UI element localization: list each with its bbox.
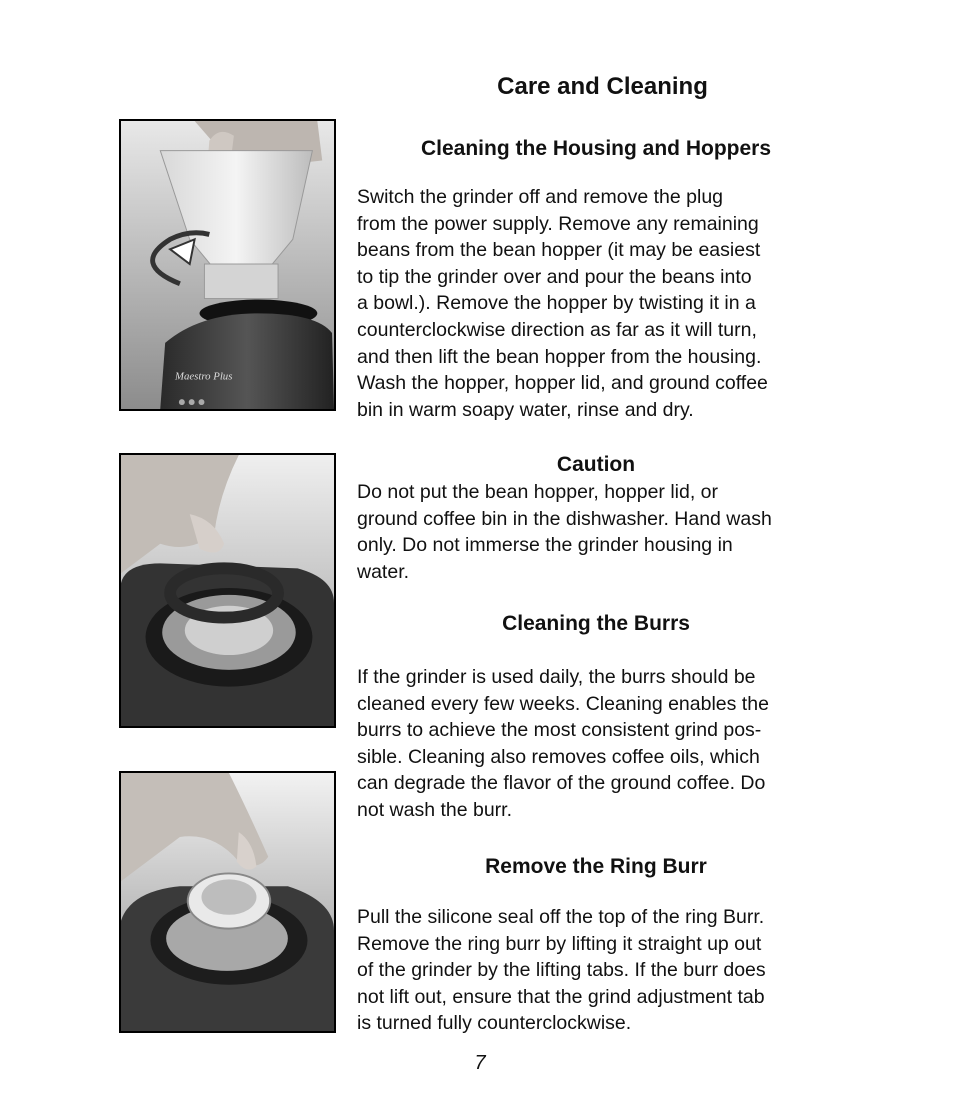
text-line: to tip the grinder over and pour the beans into	[357, 265, 752, 288]
hopper-removal-photo	[119, 119, 336, 411]
ring-burr-heading: Remove the Ring Burr	[485, 855, 707, 878]
ring-burr-removal-photo	[119, 771, 336, 1033]
housing-paragraph	[357, 184, 837, 423]
ring-burr-removal-illustration	[121, 773, 334, 1031]
text-line: If the grinder is used daily, the burrs should be	[357, 666, 756, 688]
page-number: 7	[474, 1052, 486, 1074]
text-line: Do not put the bean hopper, hopper lid, or	[357, 481, 719, 503]
text-line: not lift out, ensure that the grind adjustment tab	[357, 985, 765, 1008]
ring-burr-paragraph	[357, 904, 837, 1037]
text-line: sible. Cleaning also removes coffee oils, which	[357, 745, 760, 768]
caution-heading: Caution	[556, 453, 636, 476]
text-line: not wash the burr.	[357, 798, 513, 821]
text-line: ground coffee bin in the dishwasher. Hand wash	[357, 507, 772, 530]
text-line: bin in warm soapy water, rinse and dry.	[357, 398, 694, 421]
text-line: from the power supply. Remove any remaining	[357, 212, 759, 235]
text-line: Wash the hopper, hopper lid, and ground coffee	[357, 372, 768, 395]
text-line: cleaned every few weeks. Cleaning enables the	[357, 692, 769, 715]
text-line: of the grinder by the lifting tabs. If the burr does	[357, 959, 766, 982]
page-title: Care and Cleaning	[497, 73, 708, 100]
seal-removal-illustration	[121, 455, 334, 726]
text-line: can degrade the flavor of the ground coffee. Do	[357, 772, 766, 795]
burrs-paragraph	[357, 664, 837, 824]
burrs-heading: Cleaning the Burrs	[502, 612, 690, 635]
grinder-logo: Maestro Plus	[174, 370, 233, 383]
caution-paragraph	[357, 479, 837, 585]
text-line: burrs to achieve the most consistent grind pos-	[357, 719, 762, 742]
seal-removal-photo	[119, 453, 336, 728]
text-line: a bowl.). Remove the hopper by twisting it in a	[357, 292, 756, 315]
housing-heading: Cleaning the Housing and Hoppers	[420, 137, 772, 160]
text-line: Remove the ring burr by lifting it straight up out	[357, 932, 762, 955]
text-line: and then lift the bean hopper from the housing.	[357, 345, 762, 368]
text-line: water.	[357, 560, 410, 583]
text-line: Switch the grinder off and remove the plug	[357, 186, 724, 208]
text-line: only. Do not immerse the grinder housing in	[357, 534, 733, 557]
text-line: beans from the bean hopper (it may be easiest	[357, 239, 761, 262]
hopper-removal-illustration	[121, 121, 334, 409]
text-line: is turned fully counterclockwise.	[357, 1012, 632, 1035]
text-line: Pull the silicone seal off the top of the ring Burr.	[357, 906, 765, 928]
text-line: counterclockwise direction as far as it will turn,	[357, 318, 757, 341]
